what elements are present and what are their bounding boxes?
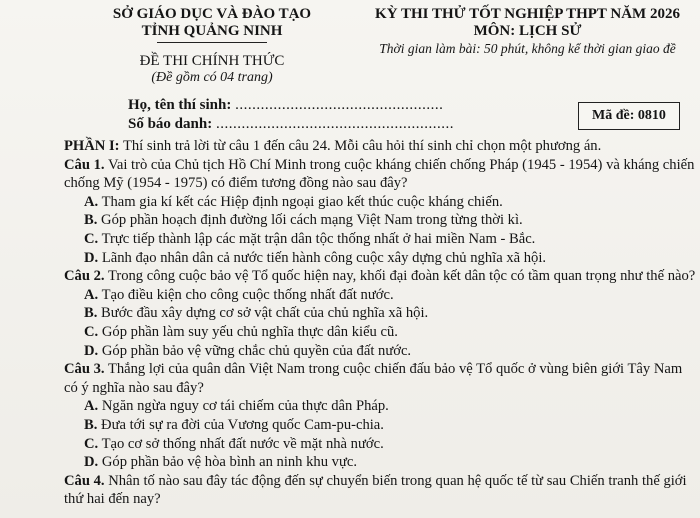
candidate-id-row (128, 115, 454, 134)
option-text: Trực tiếp thành lập các mặt trận dân tộc thống nhất ở hai miền Nam - Bắc. (101, 230, 536, 247)
candidate-name-field[interactable]: ................................................. (235, 97, 444, 113)
option-text: Ngăn ngừa nguy cơ tái chiếm của thực dân Pháp. (101, 398, 389, 415)
option-2b[interactable] (64, 304, 696, 323)
option-key: D. (84, 454, 99, 471)
question-text: Nhân tố nào sau đây tác động đến sự chuyển biến trong quan hệ quốc tế từ sau Chiến tranh thế giới thứ hai đến nay? (64, 472, 687, 508)
time-note: Thời gian làm bài: 50 phút, không kể thời gian giao đề (379, 41, 676, 56)
header-divider (157, 42, 267, 43)
option-key: B. (84, 416, 98, 433)
option-text: Lãnh đạo nhân dân cả nước tiến hành công cuộc xây dựng chủ nghĩa xã hội. (101, 249, 547, 266)
option-3c[interactable] (64, 435, 696, 454)
option-key: A. (84, 286, 99, 303)
official-label: ĐỀ THI CHÍNH THỨC (139, 53, 285, 69)
option-1b[interactable] (64, 211, 696, 230)
option-key: C. (84, 435, 99, 452)
option-text: Tham gia kí kết các Hiệp định ngoại giao kết thúc cuộc kháng chiến. (101, 193, 503, 210)
option-text: Bước đầu xây dựng cơ sở vật chất của chủ nghĩa xã hội. (101, 305, 429, 322)
option-3a[interactable] (64, 397, 696, 416)
option-text: Góp phần hoạch định đường lối cách mạng Việt Nam trong từng thời kì. (101, 212, 523, 229)
question-text: Vai trò của Chủ tịch Hồ Chí Minh trong cuộc kháng chiến chống Pháp (1945 - 1954) và kháng chiến chống Mỹ (1954 - 1975) có điểm tương đồng nào sau đây? (64, 156, 695, 192)
question-label: Câu 2. (64, 268, 105, 285)
question-text: Thắng lợi của quân dân Việt Nam trong cuộc chiến đấu bảo vệ Tổ quốc ở vùng biên giới Tây Nam có ý nghĩa nào sau đây? (64, 361, 683, 396)
exam-title: KỲ THI THỬ TỐT NGHIỆP THPT NĂM 2026 (375, 6, 680, 22)
option-text: Góp phần làm suy yếu chủ nghĩa thực dân kiểu cũ. (101, 323, 398, 340)
option-2a[interactable] (64, 286, 696, 305)
option-2d[interactable] (64, 342, 696, 361)
page-count-note: (Đề gồm có 04 trang) (151, 70, 273, 85)
option-key: D. (84, 249, 99, 266)
question-label: Câu 3. (64, 361, 105, 378)
option-key: A. (84, 398, 99, 415)
option-key: D. (84, 342, 99, 359)
option-key: A. (84, 193, 99, 210)
question-1 (64, 156, 696, 193)
option-1c[interactable] (64, 230, 696, 249)
subject-title: MÔN: LỊCH SỬ (473, 23, 582, 39)
question-3 (64, 360, 696, 397)
option-text: Góp phần bảo vệ hòa bình an ninh khu vực. (101, 454, 358, 471)
province-name: TỈNH QUẢNG NINH (141, 23, 283, 39)
option-text: Tạo điều kiện cho công cuộc thống nhất đất nước. (101, 286, 394, 303)
option-2c[interactable] (64, 323, 696, 342)
candidate-name-row (128, 96, 454, 115)
option-key: B. (84, 305, 98, 322)
part-heading (64, 137, 696, 156)
question-4 (64, 472, 696, 509)
candidate-id-field[interactable]: ........................................................ (215, 116, 454, 132)
candidate-id-label: Số báo danh: (128, 116, 213, 132)
question-text: Trong công cuộc bảo vệ Tổ quốc hiện nay, khối đại đoàn kết dân tộc có tầm quan trọng như thế nào? (107, 268, 696, 285)
department-name: SỞ GIÁO DỤC VÀ ĐÀO TẠO (112, 6, 312, 22)
question-2 (64, 267, 696, 286)
option-text: Góp phần bảo vệ vững chắc chủ quyền của đất nước. (101, 342, 412, 359)
candidate-name-label: Họ, tên thí sinh: (128, 97, 232, 113)
option-1a[interactable] (64, 193, 696, 212)
header-right (360, 6, 695, 57)
option-3b[interactable] (64, 416, 696, 435)
header-left (92, 6, 332, 86)
option-1d[interactable] (64, 249, 696, 268)
candidate-info (128, 96, 454, 134)
question-label: Câu 4. (64, 472, 105, 489)
option-key: C. (84, 230, 99, 247)
exam-code-box: Mã đề: 0810 (578, 102, 680, 130)
option-key: C. (84, 323, 99, 340)
part-label: PHẦN I: (64, 138, 120, 154)
question-label: Câu 1. (64, 156, 105, 173)
option-key: B. (84, 212, 98, 229)
option-text: Đưa tới sự ra đời của Vương quốc Cam-pu-chia. (101, 416, 384, 433)
option-3d[interactable] (64, 453, 696, 472)
part-instructions: Thí sinh trả lời từ câu 1 đến câu 24. Mỗi câu hỏi thí sinh chỉ chọn một phương án. (122, 138, 602, 154)
option-text: Tạo cơ sở thống nhất đất nước về mặt nhà nước. (101, 435, 384, 452)
exam-body (64, 137, 696, 509)
